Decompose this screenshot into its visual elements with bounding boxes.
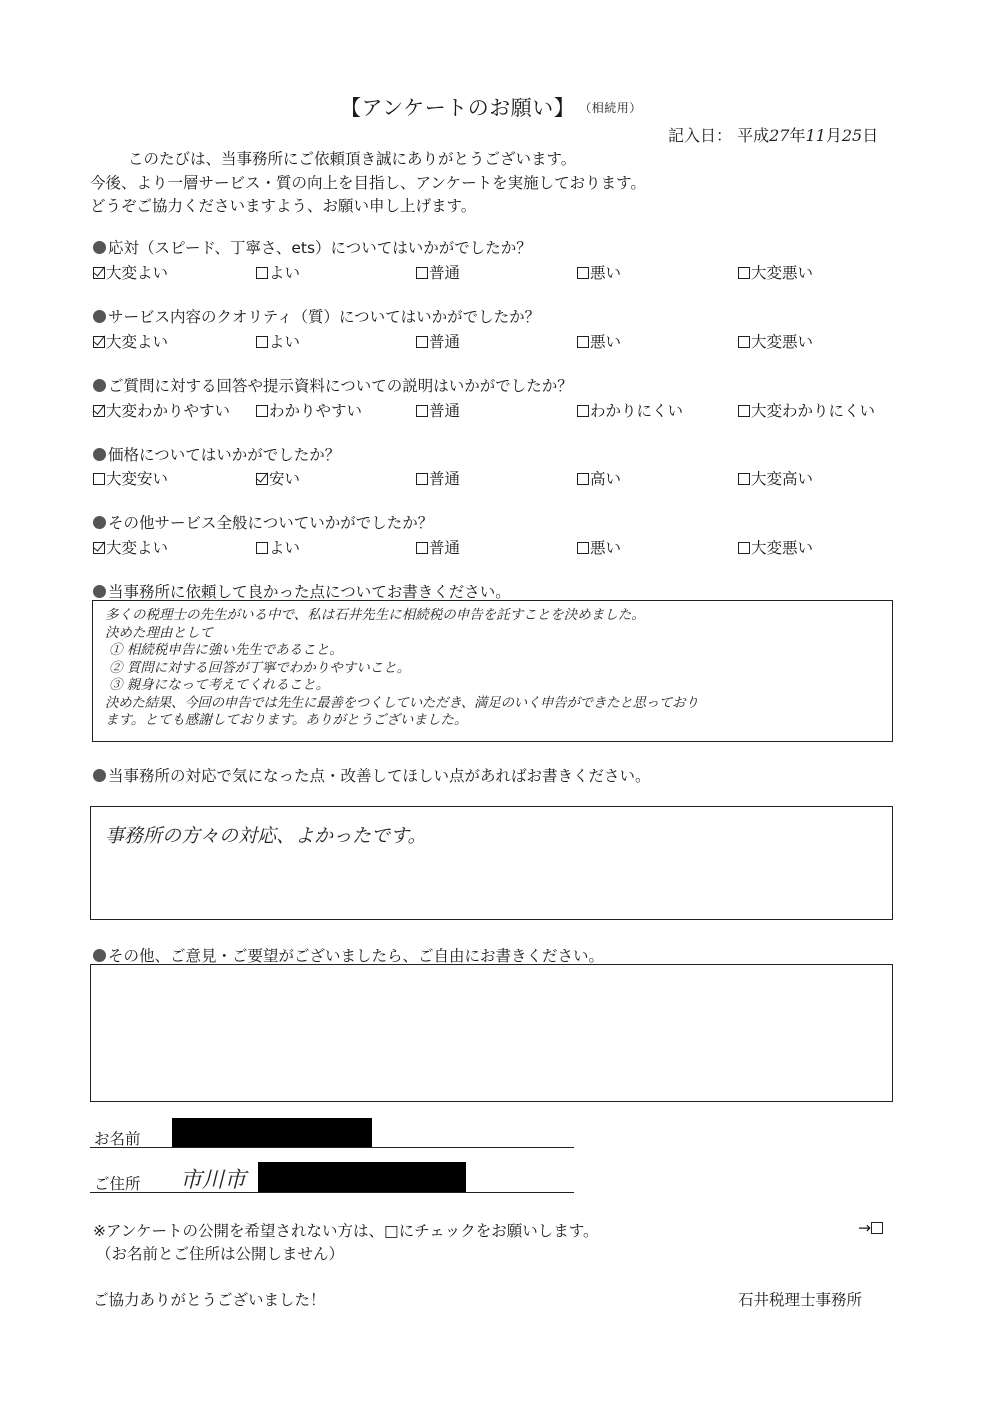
checkbox-checked-icon[interactable] xyxy=(93,267,105,279)
option-normal[interactable] xyxy=(416,536,460,558)
answer-line: ① 相続税申告に強い先生であること。 xyxy=(109,642,343,658)
option-good[interactable] xyxy=(256,330,300,352)
bullet-icon xyxy=(93,310,106,323)
option-normal[interactable] xyxy=(416,330,460,352)
date-year-field[interactable]: 27 xyxy=(769,126,790,145)
answer-line: ② 質問に対する回答が丁寧でわかりやすいこと。 xyxy=(109,659,411,676)
name-field-redacted[interactable] xyxy=(172,1118,372,1148)
bullet-icon xyxy=(93,448,106,461)
address-city[interactable]: 市川市 xyxy=(180,1168,247,1193)
question-5 xyxy=(93,511,433,533)
option-label: よい xyxy=(269,264,301,282)
title-text: 【アンケートのお願い】 xyxy=(340,96,576,120)
checkbox-icon[interactable] xyxy=(416,267,428,279)
checkbox-icon[interactable] xyxy=(256,542,268,554)
option-label: 大変悪い xyxy=(751,333,814,351)
option-very-good[interactable] xyxy=(93,536,168,558)
optout-note: （お名前とご住所は公開しません） xyxy=(96,1245,345,1263)
answer-line: 決めた理由として xyxy=(105,624,213,641)
checkbox-icon[interactable] xyxy=(416,405,428,417)
checkbox-checked-icon[interactable] xyxy=(256,473,268,485)
thanks-message: ご協力ありがとうございました！ xyxy=(93,1291,326,1309)
bullet-icon xyxy=(93,949,106,962)
checkbox-icon[interactable] xyxy=(256,405,268,417)
option-very-good[interactable] xyxy=(93,330,168,352)
option-very-bad[interactable] xyxy=(738,261,813,283)
optout-checkbox[interactable] xyxy=(871,1222,883,1234)
page-title xyxy=(340,92,642,122)
checkbox-checked-icon[interactable] xyxy=(93,336,105,348)
checkbox-checked-icon[interactable] xyxy=(93,542,105,554)
checkbox-icon[interactable] xyxy=(577,473,589,485)
checkbox-icon[interactable] xyxy=(416,542,428,554)
free-text-1-prompt xyxy=(93,580,511,602)
option-very-unclear[interactable] xyxy=(738,399,875,421)
improvement-textarea[interactable] xyxy=(90,806,893,920)
option-label: わかりやすい xyxy=(269,402,363,420)
checkbox-icon[interactable] xyxy=(416,336,428,348)
option-very-bad[interactable] xyxy=(738,536,813,558)
option-label: 普通 xyxy=(429,333,461,351)
option-label: よい xyxy=(269,333,301,351)
checkbox-checked-icon[interactable] xyxy=(93,405,105,417)
bullet-icon xyxy=(93,769,106,782)
option-label: 大変よい xyxy=(106,264,169,282)
checkbox-icon[interactable] xyxy=(577,542,589,554)
question-text: サービス内容のクオリティ（質）についてはいかがでしたか？ xyxy=(108,308,541,326)
bullet-icon xyxy=(93,379,106,392)
date-era: 平成 xyxy=(737,126,770,145)
option-label: 大変悪い xyxy=(751,264,814,282)
bullet-icon xyxy=(93,516,106,529)
prompt-text: その他、ご意見・ご要望がございましたら、ご自由にお書きください。 xyxy=(108,947,605,965)
question-text: 価格についてはいかがでしたか？ xyxy=(108,446,341,464)
option-label: 大変安い xyxy=(106,470,169,488)
option-label: わかりにくい xyxy=(590,402,684,420)
option-label: 普通 xyxy=(429,470,461,488)
question-text: その他サービス全般についていかがでしたか？ xyxy=(108,514,434,532)
option-label: 普通 xyxy=(429,264,461,282)
checkbox-icon[interactable] xyxy=(256,267,268,279)
option-very-cheap[interactable] xyxy=(93,467,168,489)
checkbox-icon[interactable] xyxy=(577,267,589,279)
option-bad[interactable] xyxy=(577,261,621,283)
checkbox-icon[interactable] xyxy=(738,336,750,348)
question-2-options xyxy=(93,330,913,352)
date-label: 記入日： xyxy=(668,126,733,145)
option-label: よい xyxy=(269,539,301,557)
address-underline xyxy=(90,1192,574,1193)
question-3-options xyxy=(93,399,913,421)
free-text-2-prompt xyxy=(93,764,651,786)
intro-text xyxy=(90,148,710,219)
checkbox-icon[interactable] xyxy=(416,473,428,485)
checkbox-icon[interactable] xyxy=(577,336,589,348)
question-1 xyxy=(93,236,532,258)
optout-checkbox-wrapper[interactable] xyxy=(858,1219,883,1237)
question-1-options xyxy=(93,261,913,283)
option-very-good[interactable] xyxy=(93,261,168,283)
option-label: 大変わかりにくい xyxy=(751,402,876,420)
question-4-options xyxy=(93,467,913,489)
intro-line-3: どうぞご協力くださいますよう、お願い申し上げます。 xyxy=(90,197,477,215)
good-points-answer xyxy=(105,607,698,730)
question-5-options xyxy=(93,536,913,558)
question-2 xyxy=(93,305,540,327)
prompt-text: 当事務所に依頼して良かった点についてお書きください。 xyxy=(108,583,511,601)
question-text: ご質問に対する回答や提示資料についての説明はいかがでしたか？ xyxy=(108,377,573,395)
option-label: 安い xyxy=(269,470,301,488)
answer-line: 多くの税理士の先生がいる中で、私は石井先生に相続税の申告を託すことを決めました。 xyxy=(105,607,645,623)
free-text-3-prompt xyxy=(93,944,604,966)
answer-line: ます。とても感謝しております。ありがとうございました。 xyxy=(105,712,468,728)
option-very-expensive[interactable] xyxy=(738,467,813,489)
answer-line: 事務所の方々の対応、よかったです。 xyxy=(105,825,427,847)
date-month-unit: 月 xyxy=(825,126,842,145)
option-bad[interactable] xyxy=(577,536,621,558)
option-label: 大変よい xyxy=(106,333,169,351)
question-3 xyxy=(93,374,573,396)
checkbox-icon[interactable] xyxy=(256,336,268,348)
date-year-unit: 年 xyxy=(789,126,806,145)
option-expensive[interactable] xyxy=(577,467,621,489)
question-text: 応対（スピード、丁寧さ、ets）についてはいかがでしたか？ xyxy=(108,239,532,257)
name-underline xyxy=(90,1147,574,1148)
date-day-unit: 日 xyxy=(862,126,879,145)
bullet-icon xyxy=(93,585,106,598)
other-comments-textarea[interactable] xyxy=(90,964,893,1102)
checkbox-icon[interactable] xyxy=(738,473,750,485)
option-label: 大変よい xyxy=(106,539,169,557)
option-good[interactable] xyxy=(256,261,300,283)
address-field-redacted[interactable] xyxy=(258,1162,466,1192)
office-name: 石井税理士事務所 xyxy=(738,1291,863,1309)
option-label: 高い xyxy=(590,470,622,488)
intro-line-2: 今後、より一層サービス・質の向上を目指し、アンケートを実施しております。 xyxy=(90,173,646,192)
checkbox-icon[interactable] xyxy=(577,405,589,417)
intro-line-1: このたびは、当事務所にご依頼頂き誠にありがとうございます。 xyxy=(128,150,577,168)
address-label: ご住所 xyxy=(94,1175,141,1193)
option-good[interactable] xyxy=(256,536,300,558)
option-cheap[interactable] xyxy=(256,467,300,489)
option-label: 悪い xyxy=(590,333,622,351)
name-label: お名前 xyxy=(94,1130,141,1148)
checkbox-icon[interactable] xyxy=(738,405,750,417)
checkbox-icon[interactable] xyxy=(93,473,105,485)
checkbox-icon[interactable] xyxy=(738,542,750,554)
good-points-textarea[interactable] xyxy=(92,600,893,742)
option-label: 普通 xyxy=(429,539,461,557)
option-label: 大変悪い xyxy=(751,539,814,557)
option-label: 悪い xyxy=(590,264,622,282)
option-normal[interactable] xyxy=(416,261,460,283)
checkbox-icon[interactable] xyxy=(738,267,750,279)
prompt-text: 当事務所の対応で気になった点・改善してほしい点があればお書きください。 xyxy=(108,767,651,785)
option-label: 大変高い xyxy=(751,470,814,488)
option-bad[interactable] xyxy=(577,330,621,352)
arrow-right-icon: → xyxy=(858,1219,871,1237)
option-clear[interactable] xyxy=(256,399,362,421)
entry-date xyxy=(668,123,878,146)
answer-line: 決めた結果、今回の申告では先生に最善をつくしていただき、満足のいく申告ができたと思っており xyxy=(105,694,699,711)
option-very-clear[interactable] xyxy=(93,399,230,421)
title-subtitle: （相続用） xyxy=(585,101,642,115)
question-4 xyxy=(93,443,340,465)
option-unclear[interactable] xyxy=(577,399,683,421)
improvement-answer xyxy=(105,825,426,847)
option-label: 悪い xyxy=(590,539,622,557)
answer-line: ③ 親身になって考えてくれること。 xyxy=(109,677,330,693)
option-very-bad[interactable] xyxy=(738,330,813,352)
option-normal[interactable] xyxy=(416,467,460,489)
date-month-field[interactable]: 11 xyxy=(805,126,826,145)
date-day-field[interactable]: 25 xyxy=(841,126,863,145)
bullet-icon xyxy=(93,241,106,254)
option-label: 大変わかりやすい xyxy=(106,402,231,420)
option-normal[interactable] xyxy=(416,399,460,421)
option-label: 普通 xyxy=(429,402,461,420)
optout-instruction: ※アンケートの公開を希望されない方は、□にチェックをお願いします。 xyxy=(93,1222,599,1240)
